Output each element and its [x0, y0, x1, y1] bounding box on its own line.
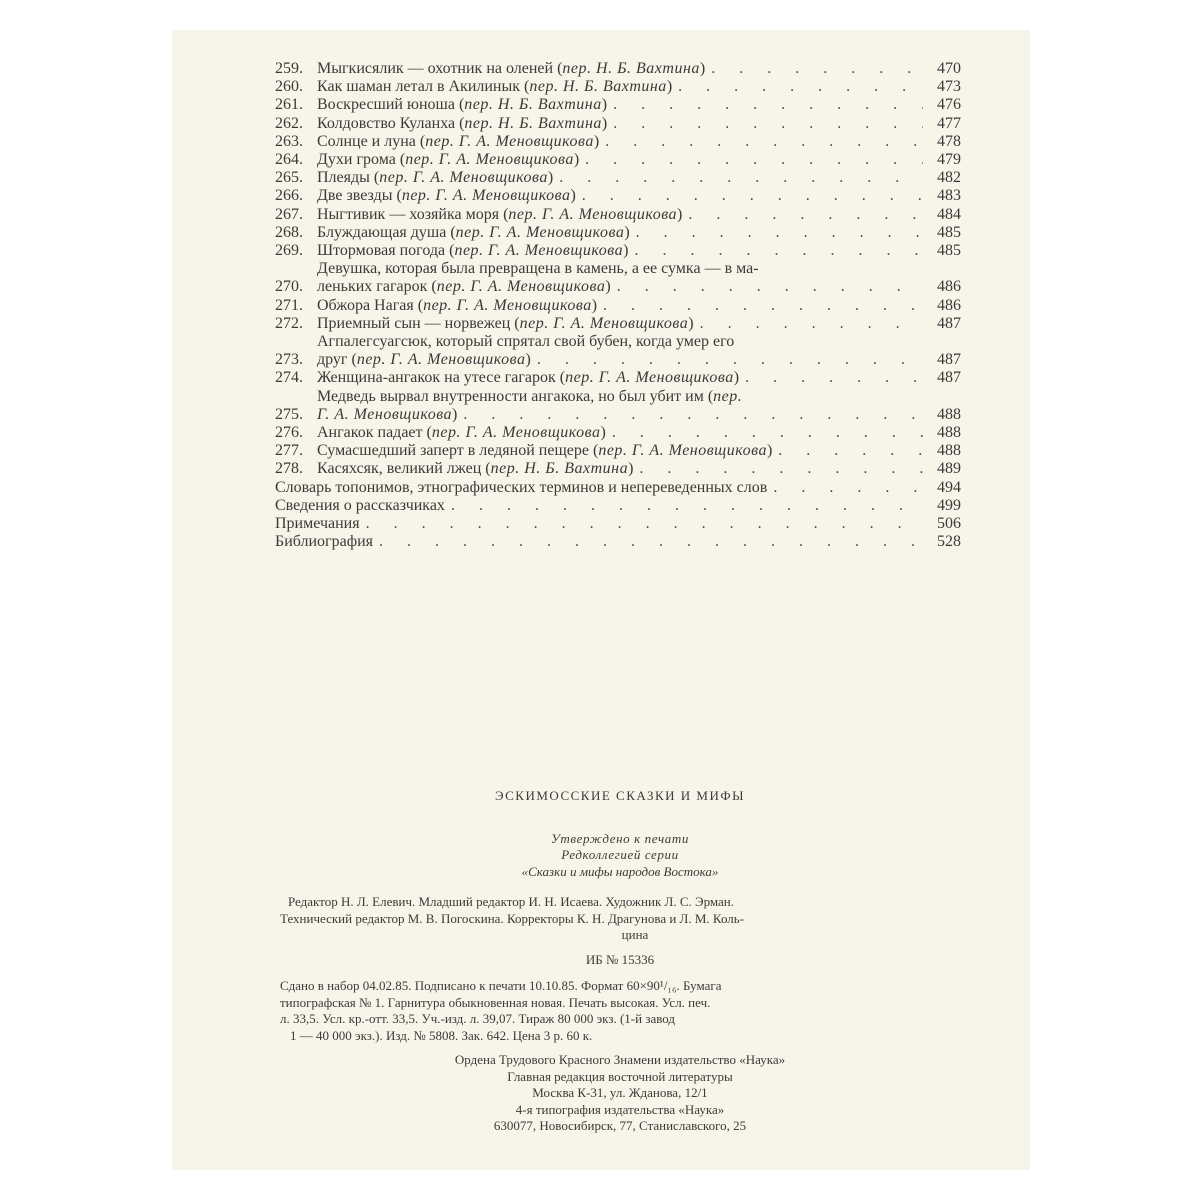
toc-leader-dots — [553, 169, 923, 187]
toc-entry-body — [317, 333, 961, 369]
toc-leader-dots — [694, 315, 923, 333]
tech-line-4: 1 — 40 000 экз.). Изд. № 5808. Зак. 642. Цена 3 р. 60 к. — [290, 1027, 593, 1043]
toc-entry — [275, 60, 961, 78]
toc-entry-title: Сумасшедший заперт в ледяной пещере — [317, 442, 589, 460]
credits — [280, 894, 960, 944]
toc-leader-dots — [630, 224, 923, 242]
toc-entry-body — [317, 442, 961, 460]
toc-entry-title: Блуждающая душа — [317, 223, 447, 241]
toc-leader-dots — [705, 60, 923, 78]
toc-entry-page: 485 — [937, 242, 961, 260]
toc-entry-number: 277. — [275, 442, 303, 460]
approved-line-2: Редколлегией серии — [561, 847, 679, 862]
appendix-entry — [275, 515, 961, 533]
publisher-line-4: 4-я типография издательства «Наука» — [515, 1101, 725, 1117]
toc-entry-translator: пер. Г. А. Меновщикова — [436, 278, 606, 296]
toc-entry — [275, 260, 961, 296]
toc-leader-dots — [576, 187, 923, 205]
toc-entry-page: 487 — [937, 314, 961, 332]
toc-entry-number: 265. — [275, 169, 303, 187]
toc-entry-line: леньких гагарок ( пер. Г. А. Меновщикова ) . . . 486 — [317, 278, 961, 296]
toc-leader-dots — [739, 369, 923, 387]
toc-entry-body — [317, 297, 961, 315]
toc-entry-line: Сумасшедший заперт в ледяной пещере ( пер. Г. А. Меновщикова ) . . . 488 — [317, 442, 961, 460]
appendix-entry-body — [275, 497, 961, 515]
toc-entry-number: 276. — [275, 424, 303, 442]
toc-entry — [275, 388, 961, 424]
toc-entry-translator-open: пер. — [713, 387, 743, 405]
toc-entry-number: 269. — [275, 242, 303, 260]
toc-entry-translator: пер. Н. Б. Вахтина — [490, 460, 629, 478]
toc-entry-line: Обжора Нагая ( пер. Г. А. Меновщикова ) . . . 486 — [317, 297, 961, 315]
toc-leader-dots — [682, 206, 923, 224]
toc-entry-body — [317, 206, 961, 224]
toc-entry-translator: пер. Г. А. Меновщикова — [598, 442, 767, 460]
toc-entry-body — [317, 60, 961, 78]
toc-entry-page: 486 — [937, 278, 961, 296]
toc-entry-number: 266. — [275, 187, 303, 205]
toc-entry-line: Колдовство Куланха ( пер. Н. Б. Вахтина ) . . . 477 — [317, 115, 961, 133]
toc-leader-dots — [672, 78, 923, 96]
toc-entry-line: Г. А. Меновщикова ) . . . 488 — [317, 406, 961, 424]
toc-entry-body — [317, 169, 961, 187]
toc-entry-page: 477 — [937, 114, 961, 132]
appendix-leader-dots — [360, 515, 923, 533]
toc-entry-body — [317, 115, 961, 133]
toc-entry-page: 483 — [937, 187, 961, 205]
toc-entry-body — [317, 460, 961, 478]
credits-line-2: Технический редактор М. В. Погоскина. Корректоры К. Н. Драгунова и Л. М. Коль- — [280, 910, 745, 926]
toc-entry — [275, 442, 961, 460]
toc-entry-body — [317, 224, 961, 242]
tech-line-2: типографская № 1. Гарнитура обыкновенная новая. Печать высокая. Усл. печ. — [280, 994, 711, 1010]
ib-number: ИБ № 15336 — [585, 951, 655, 967]
toc-leader-dots — [772, 442, 923, 460]
appendix-entry-title: Библиография — [275, 533, 373, 551]
toc-entry-translator: пер. Н. Б. Вахтина — [529, 78, 667, 96]
toc-entry — [275, 96, 961, 114]
toc-entry-title: Агпалегсуагсюк, который спрятал свой бубен, когда умер его — [317, 333, 735, 351]
toc-entry-translator: пер. Н. Б. Вахтина — [464, 114, 602, 132]
appendix-entry — [275, 479, 961, 497]
toc-entry-title-cont: друг — [317, 351, 348, 369]
approved-line-3: «Сказки и мифы народов Востока» — [521, 863, 719, 879]
toc-entry-body — [317, 78, 961, 96]
toc-entry-page: 485 — [937, 223, 961, 241]
toc-entry-title: Касяхсяк, великий лжец — [317, 460, 482, 478]
appendix-entry-body — [275, 479, 961, 497]
toc-entry-page: 487 — [937, 351, 961, 369]
toc-entry-line: Касяхсяк, великий лжец ( пер. Н. Б. Вахтина ) . . . 489 — [317, 460, 961, 478]
toc-leader-dots — [457, 406, 923, 424]
toc-entry-line: Две звезды ( пер. Г. А. Меновщикова ) . . . 483 — [317, 187, 961, 205]
toc-entry-page: 484 — [937, 205, 961, 223]
publisher-line-3: Москва К-31, ул. Жданова, 12/1 — [532, 1085, 708, 1100]
toc-entry-line: друг ( пер. Г. А. Меновщикова ) . . . 487 — [317, 351, 961, 369]
toc-entry-title: Штормовая погода — [317, 242, 446, 260]
toc-entry-line: Как шаман летал в Акилинык ( пер. Н. Б. Вахтина ) . . . 473 — [317, 78, 961, 96]
toc-entry-translator: пер. Г. А. Меновщикова — [425, 132, 594, 150]
appendix-entry-page: 506 — [937, 515, 961, 533]
appendix-leader-dots — [373, 533, 923, 551]
toc-entry-line: Плеяды ( пер. Г. А. Меновщикова ) . . . 482 — [317, 169, 961, 187]
toc-entry-line: Приемный сын — норвежец ( пер. Г. А. Меновщикова ) . . . 487 — [317, 315, 961, 333]
toc-entry-number: 262. — [275, 114, 303, 132]
toc-entry-line: Женщина-ангакок на утесе гагарок ( пер. Г. А. Меновщикова ) . . . 487 — [317, 369, 961, 387]
appendix-leader-dots — [445, 497, 923, 515]
toc-entry-translator: пер. Г. А. Меновщикова — [401, 187, 571, 205]
appendix-entry — [275, 497, 961, 515]
toc-entry-title: Мыгкисялик — охотник на оленей — [317, 60, 554, 77]
table-of-contents — [275, 60, 961, 551]
toc-entry — [275, 369, 961, 387]
toc-entry-number: 274. — [275, 369, 303, 387]
toc-entry-body — [317, 260, 961, 296]
toc-entry-number: 268. — [275, 223, 303, 241]
toc-entry-body — [317, 133, 961, 151]
appendix-entry-body — [275, 515, 961, 533]
toc-entry-page: 479 — [937, 151, 961, 169]
credits-line-3: цина — [621, 927, 649, 942]
appendix-entry-body — [275, 533, 961, 551]
publisher-line-5: 630077, Новосибирск, 77, Станиславского, 25 — [493, 1118, 747, 1133]
toc-entry-title: Девушка, которая была превращена в камень, а ее сумка — в ма- — [317, 260, 759, 278]
toc-entry-body — [317, 187, 961, 205]
toc-entry-title-cont: леньких гагарок — [317, 278, 428, 296]
toc-entry-translator: пер. Г. А. Меновщикова — [519, 314, 689, 332]
toc-leader-dots — [599, 133, 923, 151]
toc-entry-translator: пер. Н. Б. Вахтина — [562, 60, 700, 77]
toc-entry-title: Плеяды — [317, 169, 370, 187]
toc-entry-title: Две звезды — [317, 187, 393, 205]
toc-entry-translator: пер. Г. А. Меновщикова — [455, 223, 625, 241]
toc-entry-line: Медведь вырвал внутренности ангакока, но был убит им ( пер. — [317, 387, 743, 405]
toc-entry-page: 473 — [937, 78, 961, 96]
toc-entry-translator: пер. Н. Б. Вахтина — [464, 96, 602, 114]
toc-entry — [275, 460, 961, 478]
toc-entry-number: 273. — [275, 351, 303, 369]
toc-entry-number: 263. — [275, 132, 303, 150]
appendix-entry-title: Словарь топонимов, этнографических терминов и непереведенных слов — [275, 478, 768, 496]
toc-entry-title: Медведь вырвал внутренности ангакока, но был убит им — [317, 387, 704, 405]
toc-entry-number: 275. — [275, 405, 303, 423]
credits-line-1: Редактор Н. Л. Елевич. Младший редактор И. Н. Исаева. Художник Л. С. Эрман. — [288, 894, 735, 909]
toc-entry-translator: пер. Г. А. Меновщикова — [356, 351, 526, 369]
toc-entry-page: 487 — [937, 369, 961, 387]
toc-entry-page: 489 — [937, 460, 961, 478]
toc-entry-number: 270. — [275, 278, 303, 296]
toc-entry-title: Женщина-ангакок на утесе гагарок — [317, 369, 556, 387]
toc-entry-title: Приемный сын — норвежец — [317, 314, 511, 332]
appendix-entry-page: 528 — [937, 533, 961, 551]
toc-leader-dots — [607, 115, 923, 133]
toc-leader-dots — [597, 297, 923, 315]
toc-entry-number: 260. — [275, 78, 303, 96]
toc-entry-body — [317, 96, 961, 114]
toc-entry-title: Солнце и луна — [317, 132, 416, 150]
appendix-entry-title: Сведения о рассказчиках — [275, 496, 445, 514]
toc-entry-line: Ныгтивик — хозяйка моря ( пер. Г. А. Меновщикова ) . . . 484 — [317, 206, 961, 224]
toc-entry-title: Духи грома — [317, 151, 396, 169]
toc-entry-line — [317, 333, 961, 351]
toc-entry-page: 470 — [937, 60, 961, 77]
toc-entry-page: 488 — [937, 442, 961, 460]
toc-entry-translator: пер. Г. А. Меновщикова — [508, 205, 678, 223]
appendix-entry-page: 494 — [937, 478, 961, 496]
appendix-entry — [275, 533, 961, 551]
toc-entry-number: 267. — [275, 205, 303, 223]
toc-entry — [275, 187, 961, 205]
toc-entry-title: Колдовство Куланха — [317, 114, 456, 132]
toc-entry-title: Обжора Нагая — [317, 296, 414, 314]
toc-entry-number: 264. — [275, 151, 303, 169]
toc-entry-title: Как шаман летал в Акилинык — [317, 78, 521, 96]
toc-entry-page: 486 — [937, 296, 961, 314]
toc-entry-page: 488 — [937, 405, 961, 423]
toc-entry-line: Духи грома ( пер. Г. А. Меновщикова ) . . . 479 — [317, 151, 961, 169]
toc-entry-body — [317, 369, 961, 387]
toc-entry-translator: Г. А. Меновщикова — [317, 405, 453, 423]
toc-entry-line: Мыгкисялик — охотник на оленей ( пер. Н. Б. Вахтина ) . . . 470 — [317, 60, 961, 78]
publisher — [280, 1052, 960, 1135]
toc-entry — [275, 297, 961, 315]
toc-entry — [275, 224, 961, 242]
publisher-line-1: Ордена Трудового Красного Знамени издательство «Наука» — [454, 1052, 786, 1067]
toc-entry-body — [317, 315, 961, 333]
toc-entry-body — [317, 242, 961, 260]
imprint — [280, 788, 960, 1135]
toc-entry-body — [317, 388, 961, 424]
toc-entry-title: Воскресший юноша — [317, 96, 455, 114]
tech-line-1: Сдано в набор 04.02.85. Подписано к печати 10.10.85. Формат 60×90¹/₁₆. Бумага — [280, 978, 722, 993]
toc-entry-line: Блуждающая душа ( пер. Г. А. Меновщикова ) . . . 485 — [317, 224, 961, 242]
toc-entry — [275, 315, 961, 333]
appendix-entry-title: Примечания — [275, 515, 360, 533]
toc-entry — [275, 151, 961, 169]
tech-line-3: л. 33,5. Усл. кр.-отт. 33,5. Уч.-изд. л. 39,07. Тираж 80 000 экз. (1-й завод — [280, 1011, 676, 1026]
toc-entry-line: Ангакок падает ( пер. Г. А. Меновщикова ) . . . 488 — [317, 424, 961, 442]
toc-entry-line: Солнце и луна ( пер. Г. А. Меновщикова ) . . . 478 — [317, 133, 961, 151]
publisher-line-2: Главная редакция восточной литературы — [507, 1068, 733, 1084]
toc-entry-translator: пер. Г. А. Меновщикова — [565, 369, 734, 387]
toc-entry — [275, 206, 961, 224]
toc-leader-dots — [606, 424, 923, 442]
toc-entry-body — [317, 151, 961, 169]
appendix-entry-page: 499 — [937, 496, 961, 514]
toc-entry-page: 488 — [937, 424, 961, 442]
book-title: ЭСКИМОССКИЕ СКАЗКИ И МИФЫ — [495, 788, 745, 803]
toc-entry-line: Воскресший юноша ( пер. Н. Б. Вахтина ) . . . 476 — [317, 96, 961, 114]
toc-entry-number: 271. — [275, 296, 303, 314]
toc-entry-translator: пер. Г. А. Меновщикова — [454, 242, 624, 260]
toc-entry-page: 478 — [937, 132, 961, 150]
toc-entry-title: Ангакок падает — [317, 424, 423, 442]
toc-entry — [275, 333, 961, 369]
toc-leader-dots — [607, 96, 923, 114]
tech-data — [280, 978, 960, 1044]
toc-entry-translator: пер. Г. А. Меновщикова — [379, 169, 548, 187]
toc-entry — [275, 242, 961, 260]
toc-entry — [275, 169, 961, 187]
toc-leader-dots — [531, 351, 923, 369]
toc-entry-number: 278. — [275, 460, 303, 478]
approved-line-1: Утверждено к печати — [551, 830, 689, 846]
toc-entry — [275, 424, 961, 442]
toc-entry-page: 482 — [937, 169, 961, 187]
toc-entry-body — [317, 424, 961, 442]
toc-entry-number: 272. — [275, 314, 303, 332]
toc-entry-number: 261. — [275, 96, 303, 114]
toc-entry-translator: пер. Г. А. Меновщикова — [423, 296, 592, 314]
toc-entry-translator: пер. Г. А. Меновщикова — [405, 151, 574, 169]
toc-leader-dots — [628, 242, 923, 260]
toc-entry-page: 476 — [937, 96, 961, 114]
appendix-leader-dots — [767, 479, 923, 497]
toc-entry — [275, 133, 961, 151]
toc-leader-dots — [611, 278, 923, 296]
toc-leader-dots — [633, 460, 923, 478]
toc-entry-line — [317, 260, 961, 278]
toc-leader-dots — [579, 151, 923, 169]
toc-entry — [275, 78, 961, 96]
toc-entry-line: Штормовая погода ( пер. Г. А. Меновщикова ) . . . 485 — [317, 242, 961, 260]
toc-entry — [275, 115, 961, 133]
toc-entry-number: 259. — [275, 60, 303, 77]
toc-entry-translator: пер. Г. А. Меновщикова — [431, 424, 601, 442]
toc-entry-title: Ныгтивик — хозяйка моря — [317, 205, 500, 223]
